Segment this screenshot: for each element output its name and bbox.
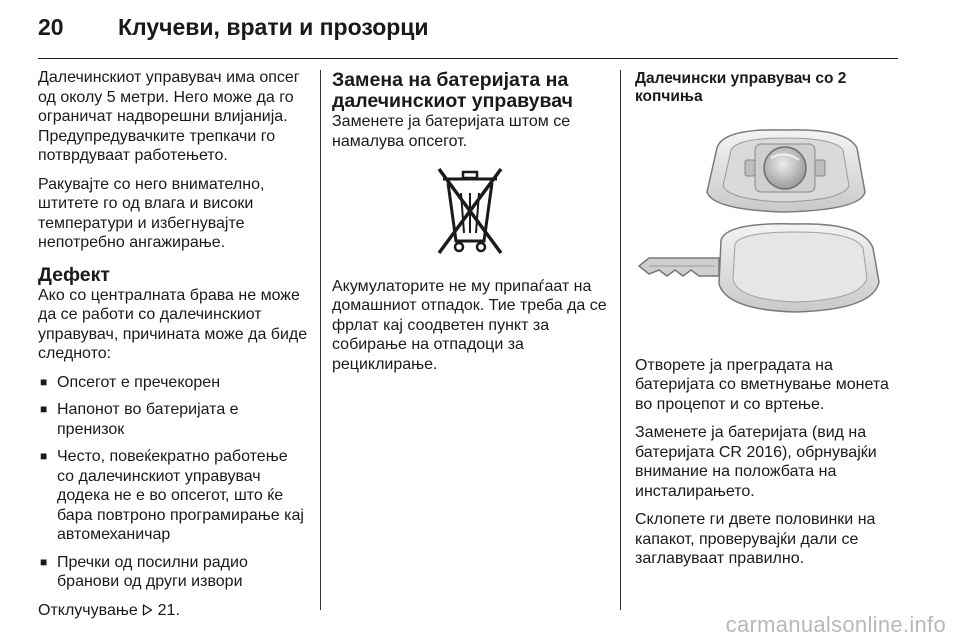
two-button-remote-heading: Далечински управувач со 2 копчиња bbox=[635, 70, 847, 105]
column-divider bbox=[620, 70, 621, 610]
battery-disposal-paragraph: Акумулаторите не му припаѓаат на домашниот отпадок. Тие треба да се фрлат кај соодветен пункт за собирање на отпадоци за рециклирање. bbox=[332, 277, 607, 373]
replace-battery-type-paragraph: Заменете ја батеријата (вид на батеријата CR 2016), обрнувајќи внимание на положбата на инсталирањето. bbox=[635, 424, 877, 500]
column-3 bbox=[635, 68, 905, 578]
page-title: Клучеви, врати и прозорци bbox=[118, 14, 429, 40]
replace-battery-paragraph: Заменете ја батеријата штом се намалува опсегот. bbox=[332, 113, 571, 150]
fault-paragraph: Ако со централната брава не може да се работи со далечинскиот управувач, причината може да биде следното: bbox=[38, 286, 308, 362]
list-item: ■ Често, повеќекратно работење со далечинскиот управувач додека не е во опсегот, што ќе бара повтроно програмирање кај автомеханичар bbox=[38, 447, 308, 545]
header-rule bbox=[38, 58, 898, 59]
column-2 bbox=[332, 68, 608, 383]
list-item: ■ Опсегот е пречекорен bbox=[38, 373, 308, 393]
unlocking-reference[interactable] bbox=[38, 601, 308, 621]
page-number: 20 bbox=[38, 14, 64, 40]
watermark: carmanualsonline.info bbox=[725, 612, 946, 637]
fault-heading: Дефект bbox=[38, 263, 110, 286]
battery-replacement-heading: Замена на батеријата на далечинскиот управувач bbox=[332, 69, 573, 112]
list-item: ■ Напонот во батеријата е пренизок bbox=[38, 400, 308, 439]
fault-list bbox=[38, 373, 308, 592]
range-paragraph: Далечинскиот управувач има опсег од околу 5 метри. Него може да го ограничат надворешни влијанија. Предупредувачките трепкачи го потврдуваат работењето. bbox=[38, 69, 300, 164]
key-fob-battery-illustration bbox=[635, 321, 903, 338]
triangle-right-icon bbox=[142, 602, 157, 619]
reassemble-paragraph: Склопете ги двете половинки на капакот, проверувајќи дали се заглавуваат правилно. bbox=[635, 511, 876, 567]
page-header bbox=[38, 14, 429, 44]
list-item: ■ Пречки од посилни радио бранови од други извори bbox=[38, 553, 308, 592]
reference-page: 21. bbox=[157, 601, 180, 619]
reference-text: Отклучување bbox=[38, 601, 138, 619]
open-compartment-paragraph: Отворете ја преградата на батеријата со вметнување монета во процепот и со вртење. bbox=[635, 356, 889, 413]
column-1 bbox=[38, 68, 308, 629]
crossed-out-wheelie-bin-icon bbox=[435, 163, 505, 261]
column-divider bbox=[320, 70, 321, 610]
handling-paragraph: Ракувајте со него внимателно, штитете го од влага и високи температури и избегнувајте непотребно ангажирање. bbox=[38, 175, 265, 251]
